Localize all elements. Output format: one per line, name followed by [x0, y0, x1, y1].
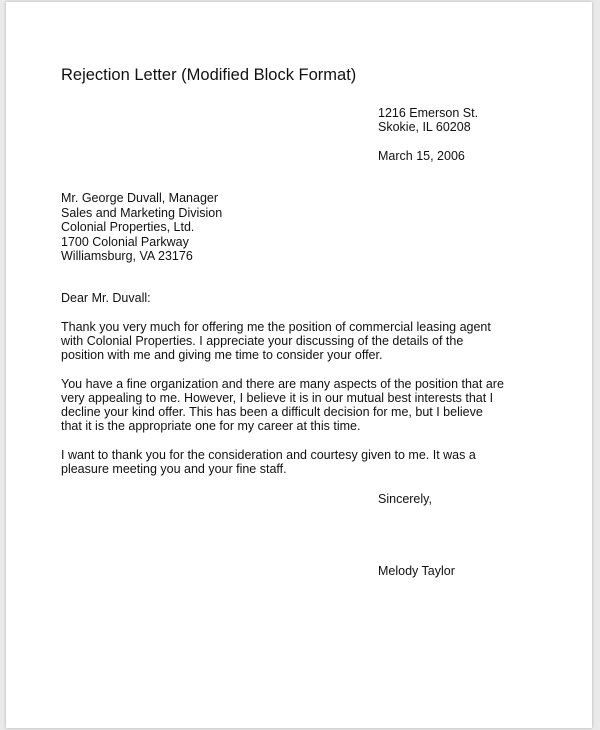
paragraph-1-line-1: Thank you very much for offering me the position of commercial leasing agent — [61, 320, 491, 334]
paragraph-3-line-1: I want to thank you for the consideration and courtesy given to me. It was a — [61, 448, 476, 462]
paragraph-2-line-4: that it is the appropriate one for my career at this time. — [61, 419, 361, 433]
recipient-line-2: Sales and Marketing Division — [61, 206, 223, 220]
paragraph-1-line-2: with Colonial Properties. I appreciate your discussing of the details of the — [61, 334, 464, 348]
recipient-line-3: Colonial Properties, Ltd. — [61, 220, 195, 234]
sender-address-line-1: 1216 Emerson St. — [378, 106, 479, 120]
page-title: Rejection Letter (Modified Block Format) — [61, 66, 357, 84]
recipient-line-5: Williamsburg, VA 23176 — [61, 249, 193, 263]
recipient-line-1: Mr. George Duvall, Manager — [61, 191, 219, 205]
closing: Sincerely, — [378, 492, 432, 506]
letter-date: March 15, 2006 — [378, 149, 465, 163]
paragraph-2-line-3: decline your kind offer. This has been a difficult decision for me, but I believe — [61, 405, 483, 419]
signature-name: Melody Taylor — [378, 564, 455, 578]
sender-address-line-2: Skokie, IL 60208 — [378, 120, 471, 134]
paragraph-2-line-2: very appealing to me. However, I believe it is in our mutual best interests that I — [61, 391, 494, 405]
paragraph-3-line-2: pleasure meeting you and your fine staff. — [61, 462, 287, 476]
salutation: Dear Mr. Duvall: — [61, 291, 151, 305]
recipient-line-4: 1700 Colonial Parkway — [61, 235, 189, 249]
paragraph-1-line-3: position with me and giving me time to consider your offer. — [61, 348, 383, 362]
paragraph-2-line-1: You have a fine organization and there are many aspects of the position that are — [61, 377, 504, 391]
letter-page — [6, 2, 592, 728]
